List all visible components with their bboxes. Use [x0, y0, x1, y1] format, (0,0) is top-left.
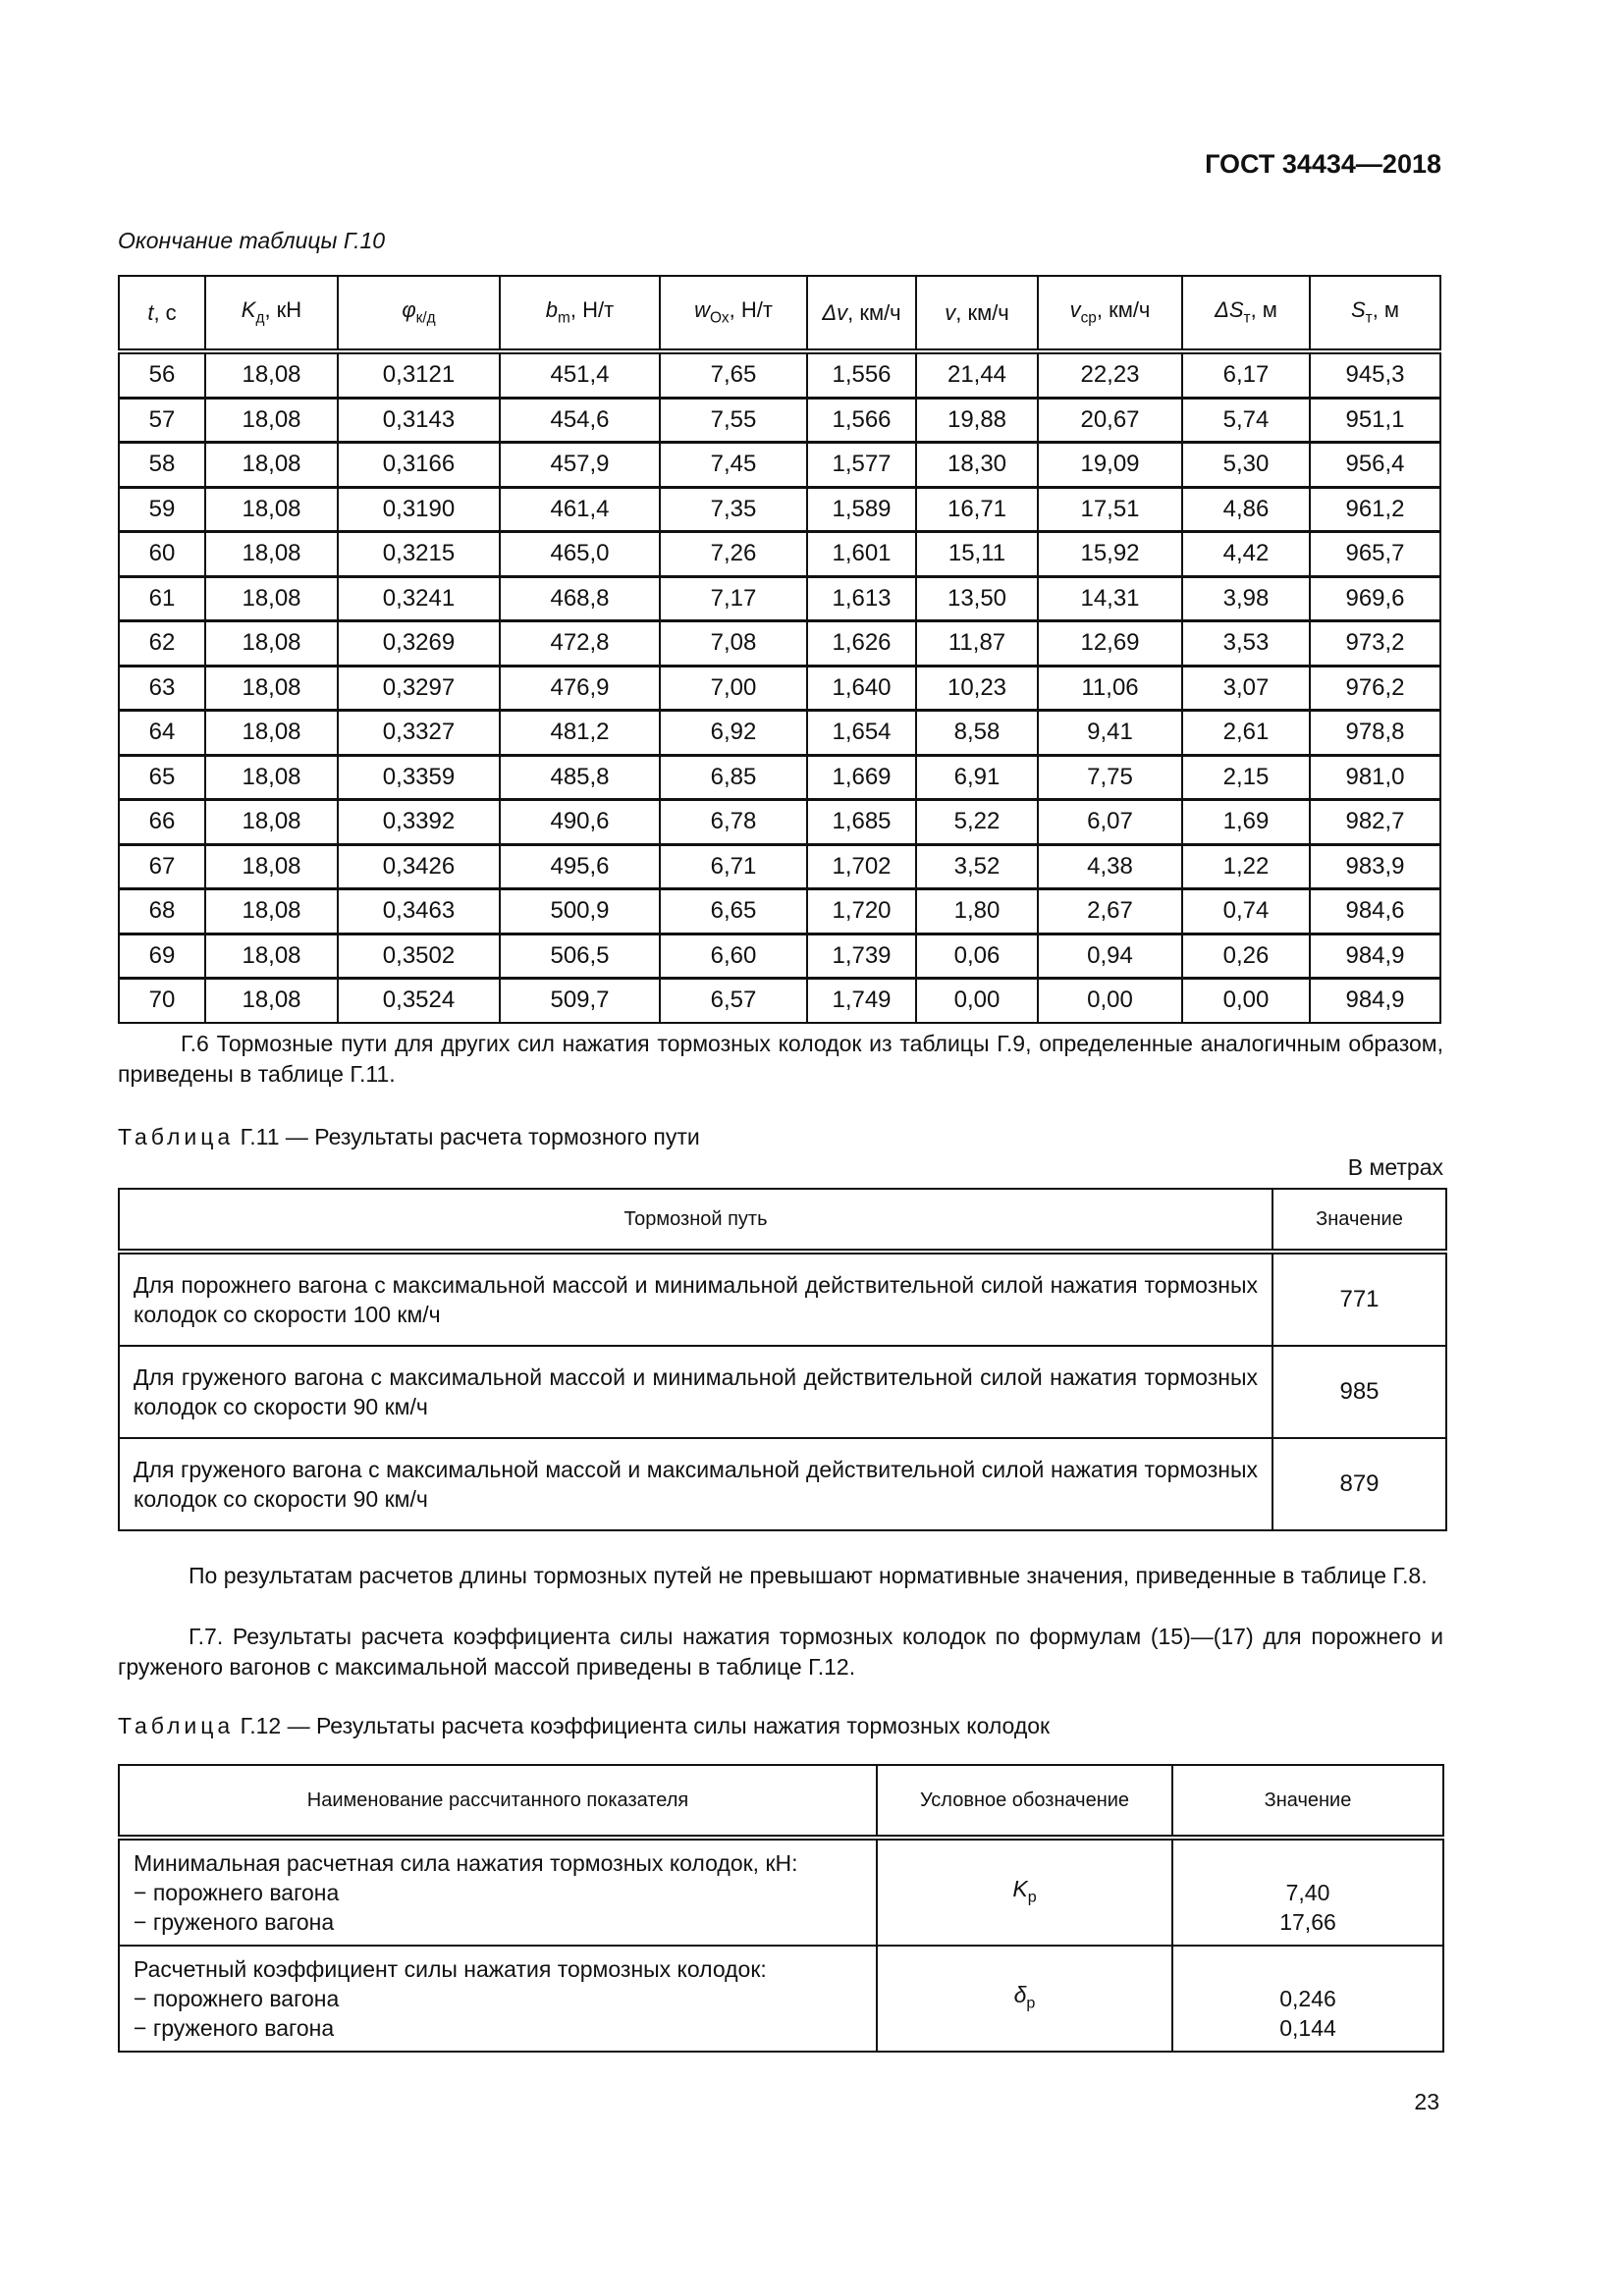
table-cell: 7,17 — [660, 576, 807, 621]
table-cell: 11,06 — [1038, 666, 1182, 711]
table-cell: 1,749 — [807, 979, 916, 1023]
table-cell: 0,3143 — [338, 398, 500, 443]
table-cell: 65 — [119, 755, 205, 800]
table-cell: 60 — [119, 532, 205, 577]
table-cell: 500,9 — [500, 889, 660, 934]
header-symbol: Условное обозначение — [877, 1765, 1172, 1838]
table-cell: 59 — [119, 487, 205, 532]
table-cell: 1,702 — [807, 844, 916, 889]
column-unit: , Н/т — [729, 297, 773, 323]
table-cell: 461,4 — [500, 487, 660, 532]
table-cell: 1,589 — [807, 487, 916, 532]
indicator-line: Расчетный коэффициент силы нажатия тормозных колодок: — [134, 1956, 767, 1982]
table-cell: 18,08 — [205, 755, 338, 800]
table-cell: 961,2 — [1310, 487, 1440, 532]
symbol: δ — [1013, 1981, 1027, 2007]
column-symbol: t — [147, 299, 154, 325]
table-cell: 1,739 — [807, 934, 916, 979]
table-cell: 0,94 — [1038, 934, 1182, 979]
table-cell: 6,17 — [1182, 351, 1310, 398]
column-header — [807, 276, 916, 351]
table-cell: 945,3 — [1310, 351, 1440, 398]
table-cell: 63 — [119, 666, 205, 711]
table-cell: 6,92 — [660, 711, 807, 756]
table-cell: 4,38 — [1038, 844, 1182, 889]
table-cell: 0,3327 — [338, 711, 500, 756]
table-row — [119, 666, 1440, 711]
table-cell: 6,85 — [660, 755, 807, 800]
column-subscript: Ox — [709, 309, 730, 327]
table-row — [119, 1252, 1446, 1346]
header-value: Значение — [1172, 1765, 1443, 1838]
table-cell: 18,08 — [205, 889, 338, 934]
table-cell: 13,50 — [916, 576, 1038, 621]
table-cell: 0,3121 — [338, 351, 500, 398]
column-subscript: д — [255, 309, 265, 327]
table-row — [119, 844, 1440, 889]
table-cell: 481,2 — [500, 711, 660, 756]
table-cell: 0,74 — [1182, 889, 1310, 934]
table11-caption — [118, 1124, 700, 1150]
column-unit: , кН — [264, 297, 302, 323]
table-cell: 965,7 — [1310, 532, 1440, 577]
table-row — [119, 1946, 1443, 2052]
value-loaded: 17,66 — [1279, 1909, 1336, 1935]
column-header — [500, 276, 660, 351]
table-cell: 7,00 — [660, 666, 807, 711]
table-cell: 976,2 — [1310, 666, 1440, 711]
column-header — [205, 276, 338, 351]
table-cell: 18,08 — [205, 576, 338, 621]
header-value: Значение — [1272, 1189, 1446, 1252]
distance-value: 771 — [1272, 1252, 1446, 1346]
table-cell: 0,3524 — [338, 979, 500, 1023]
table-cell: 509,7 — [500, 979, 660, 1023]
caption-label: Таблица — [118, 1124, 235, 1149]
page-number: 23 — [1414, 2089, 1439, 2114]
table-cell: 0,3241 — [338, 576, 500, 621]
value-empty: 0,246 — [1279, 1986, 1336, 2011]
table-row — [119, 443, 1440, 488]
table-row — [119, 1346, 1446, 1438]
column-header — [1182, 276, 1310, 351]
table-cell: 1,654 — [807, 711, 916, 756]
table-cell: 5,22 — [916, 800, 1038, 845]
table-cell: 64 — [119, 711, 205, 756]
table-cell: 19,88 — [916, 398, 1038, 443]
table-cell: 1,80 — [916, 889, 1038, 934]
column-symbol: ΔS — [1215, 297, 1244, 323]
table-cell: 6,78 — [660, 800, 807, 845]
table-cell: 2,61 — [1182, 711, 1310, 756]
header-indicator-name: Наименование рассчитанного показателя — [119, 1765, 877, 1838]
paragraph-result: По результатам расчетов длины тормозных путей не превышают нормативные значения, приведенные в таблице Г.8. — [189, 1563, 1428, 1588]
table-cell: 0,3463 — [338, 889, 500, 934]
table-cell: 14,31 — [1038, 576, 1182, 621]
column-unit: , км/ч — [1096, 297, 1151, 323]
standard-number: ГОСТ 34434—2018 — [1205, 149, 1441, 179]
table10-caption: Окончание таблицы Г.10 — [118, 228, 386, 253]
table-row — [119, 576, 1440, 621]
distance-value: 985 — [1272, 1346, 1446, 1438]
header-braking-distance: Тормозной путь — [119, 1189, 1272, 1252]
table-row — [119, 934, 1440, 979]
column-header — [338, 276, 500, 351]
table-cell: 984,9 — [1310, 979, 1440, 1023]
table-cell: 506,5 — [500, 934, 660, 979]
table-cell: 15,11 — [916, 532, 1038, 577]
column-unit: , м — [1372, 297, 1400, 323]
value-loaded: 0,144 — [1279, 2015, 1336, 2041]
table-cell: 68 — [119, 889, 205, 934]
column-symbol: v — [945, 299, 956, 325]
column-symbol: b — [545, 297, 559, 323]
column-subscript: т — [1365, 309, 1373, 327]
indicator-line: − порожнего вагона — [134, 1880, 340, 1905]
caption-label: Таблица — [118, 1713, 235, 1738]
table-cell: 2,15 — [1182, 755, 1310, 800]
table-cell: 0,00 — [1038, 979, 1182, 1023]
table-cell: 1,601 — [807, 532, 916, 577]
table-row — [119, 979, 1440, 1023]
table-cell: 3,52 — [916, 844, 1038, 889]
paragraph-g6: Г.6 Тормозные пути для других сил нажатия тормозных колодок из таблицы Г.9, определенные аналогичным образом, приведены в таблице Г.11. — [118, 1031, 1443, 1087]
table-cell: 58 — [119, 443, 205, 488]
table-cell: 978,8 — [1310, 711, 1440, 756]
column-symbol: v — [1069, 297, 1081, 323]
column-symbol: Δv — [822, 299, 848, 325]
column-subscript: ср — [1080, 309, 1097, 327]
table-cell: 951,1 — [1310, 398, 1440, 443]
symbol: K — [1012, 1875, 1028, 1901]
table-cell: 15,92 — [1038, 532, 1182, 577]
table-cell: 12,69 — [1038, 621, 1182, 667]
table-cell: 457,9 — [500, 443, 660, 488]
column-symbol: S — [1350, 297, 1366, 323]
table-cell: 6,91 — [916, 755, 1038, 800]
table-cell: 982,7 — [1310, 800, 1440, 845]
table-cell: 7,45 — [660, 443, 807, 488]
table-g10 — [118, 275, 1441, 1024]
table-cell: 7,75 — [1038, 755, 1182, 800]
paragraph-g7: Г.7. Результаты расчета коэффициента силы нажатия тормозных колодок по формулам (15)—(17) для порожнего и груженого вагонов с максимальной массой приведены в таблице Г.12. — [118, 1624, 1443, 1680]
table-cell: 10,23 — [916, 666, 1038, 711]
table-cell: 1,720 — [807, 889, 916, 934]
table-cell: 18,08 — [205, 979, 338, 1023]
table-cell: 11,87 — [916, 621, 1038, 667]
table-cell: 18,08 — [205, 844, 338, 889]
table-row — [119, 532, 1440, 577]
table-cell: 983,9 — [1310, 844, 1440, 889]
table-cell: 0,3215 — [338, 532, 500, 577]
table-cell: 1,626 — [807, 621, 916, 667]
table-cell: 69 — [119, 934, 205, 979]
table-cell: 7,26 — [660, 532, 807, 577]
table-cell: 18,08 — [205, 443, 338, 488]
column-symbol: φ — [402, 297, 416, 323]
caption-text: Г.11 — Результаты расчета тормозного пути — [240, 1124, 700, 1149]
table-cell: 7,65 — [660, 351, 807, 398]
table-cell: 0,3269 — [338, 621, 500, 667]
table-cell: 1,22 — [1182, 844, 1310, 889]
column-subscript: к/д — [415, 309, 436, 327]
table-cell: 6,65 — [660, 889, 807, 934]
table-g12 — [118, 1764, 1444, 2053]
units-note: В метрах — [1347, 1154, 1443, 1180]
table-cell: 20,67 — [1038, 398, 1182, 443]
table-cell: 1,566 — [807, 398, 916, 443]
column-unit: , км/ч — [955, 299, 1009, 325]
column-symbol: K — [241, 297, 256, 323]
table-cell: 0,3166 — [338, 443, 500, 488]
indicator-line: Минимальная расчетная сила нажатия тормозных колодок, кН: — [134, 1850, 798, 1876]
table-cell: 485,8 — [500, 755, 660, 800]
table12-caption — [118, 1713, 1050, 1739]
table-cell: 984,6 — [1310, 889, 1440, 934]
table-cell: 3,98 — [1182, 576, 1310, 621]
indicator-name — [119, 1838, 877, 1946]
table-cell: 0,00 — [1182, 979, 1310, 1023]
column-header — [916, 276, 1038, 351]
column-unit: , м — [1250, 297, 1277, 323]
column-symbol: w — [694, 297, 710, 323]
table-cell: 18,08 — [205, 666, 338, 711]
table-cell: 4,42 — [1182, 532, 1310, 577]
table-cell: 7,35 — [660, 487, 807, 532]
table-cell: 973,2 — [1310, 621, 1440, 667]
table-cell: 18,08 — [205, 532, 338, 577]
table-cell: 0,3392 — [338, 800, 500, 845]
table-cell: 476,9 — [500, 666, 660, 711]
table-cell: 0,3359 — [338, 755, 500, 800]
table-cell: 6,07 — [1038, 800, 1182, 845]
table-cell: 7,08 — [660, 621, 807, 667]
value-empty: 7,40 — [1285, 1880, 1330, 1905]
table-cell: 5,30 — [1182, 443, 1310, 488]
distance-value: 879 — [1272, 1438, 1446, 1530]
table-cell: 6,60 — [660, 934, 807, 979]
table-cell: 62 — [119, 621, 205, 667]
table-cell: 9,41 — [1038, 711, 1182, 756]
table-cell: 454,6 — [500, 398, 660, 443]
table-cell: 2,67 — [1038, 889, 1182, 934]
table-cell: 984,9 — [1310, 934, 1440, 979]
indicator-symbol — [877, 1838, 1172, 1946]
table-cell: 21,44 — [916, 351, 1038, 398]
table-cell: 70 — [119, 979, 205, 1023]
table-cell: 19,09 — [1038, 443, 1182, 488]
table-cell: 56 — [119, 351, 205, 398]
table-cell: 8,58 — [916, 711, 1038, 756]
table-cell: 57 — [119, 398, 205, 443]
table-cell: 18,08 — [205, 800, 338, 845]
table-cell: 0,06 — [916, 934, 1038, 979]
table-cell: 1,577 — [807, 443, 916, 488]
table-cell: 61 — [119, 576, 205, 621]
table-cell: 465,0 — [500, 532, 660, 577]
distance-description: Для груженого вагона с максимальной массой и минимальной действительной силой нажатия тормозных колодок со скорости 90 км/ч — [119, 1346, 1272, 1438]
table-cell: 18,08 — [205, 621, 338, 667]
table-cell: 18,08 — [205, 351, 338, 398]
table-cell: 3,53 — [1182, 621, 1310, 667]
indicator-line: − груженого вагона — [134, 1909, 335, 1935]
table-cell: 0,3426 — [338, 844, 500, 889]
table-cell: 969,6 — [1310, 576, 1440, 621]
table-row — [119, 487, 1440, 532]
column-subscript: т — [1243, 309, 1251, 327]
table-cell: 67 — [119, 844, 205, 889]
table-cell: 956,4 — [1310, 443, 1440, 488]
table-row — [119, 889, 1440, 934]
table-g11 — [118, 1188, 1447, 1531]
table-cell: 18,08 — [205, 398, 338, 443]
column-header — [1038, 276, 1182, 351]
table-cell: 7,55 — [660, 398, 807, 443]
table-row — [119, 398, 1440, 443]
column-unit: , с — [153, 299, 177, 325]
distance-description: Для порожнего вагона с максимальной массой и минимальной действительной силой нажатия тормозных колодок со скорости 100 км/ч — [119, 1252, 1272, 1346]
table-cell: 18,08 — [205, 711, 338, 756]
table-cell: 472,8 — [500, 621, 660, 667]
indicator-values — [1172, 1838, 1443, 1946]
indicator-line: − груженого вагона — [134, 2015, 335, 2041]
table-cell: 981,0 — [1310, 755, 1440, 800]
table-cell: 0,3297 — [338, 666, 500, 711]
table-cell: 18,08 — [205, 934, 338, 979]
column-header — [119, 276, 205, 351]
column-unit: , км/ч — [847, 299, 901, 325]
column-subscript: m — [558, 309, 570, 327]
table-cell: 18,08 — [205, 487, 338, 532]
table-row — [119, 1838, 1443, 1946]
table-cell: 5,74 — [1182, 398, 1310, 443]
table-cell: 468,8 — [500, 576, 660, 621]
table-cell: 6,57 — [660, 979, 807, 1023]
table-row — [119, 800, 1440, 845]
table-cell: 6,71 — [660, 844, 807, 889]
indicator-line: − порожнего вагона — [134, 1986, 340, 2011]
column-header — [1310, 276, 1440, 351]
table-cell: 1,556 — [807, 351, 916, 398]
table-cell: 1,69 — [1182, 800, 1310, 845]
table-cell: 490,6 — [500, 800, 660, 845]
table-cell: 1,685 — [807, 800, 916, 845]
symbol-subscript: р — [1026, 1994, 1036, 2012]
indicator-name — [119, 1946, 877, 2052]
table-row — [119, 351, 1440, 398]
table-cell: 18,30 — [916, 443, 1038, 488]
indicator-symbol — [877, 1946, 1172, 2052]
table-cell: 3,07 — [1182, 666, 1310, 711]
symbol-subscript: р — [1027, 1888, 1037, 1906]
table-row — [119, 1438, 1446, 1530]
table-cell: 451,4 — [500, 351, 660, 398]
table-row — [119, 621, 1440, 667]
column-header — [660, 276, 807, 351]
table-row — [119, 755, 1440, 800]
caption-text: Г.12 — Результаты расчета коэффициента силы нажатия тормозных колодок — [240, 1713, 1051, 1738]
indicator-values — [1172, 1946, 1443, 2052]
table-cell: 17,51 — [1038, 487, 1182, 532]
table-cell: 1,640 — [807, 666, 916, 711]
table-cell: 495,6 — [500, 844, 660, 889]
table-row — [119, 711, 1440, 756]
column-unit: , Н/т — [569, 297, 615, 323]
table-cell: 0,26 — [1182, 934, 1310, 979]
table-cell: 0,3190 — [338, 487, 500, 532]
table-cell: 4,86 — [1182, 487, 1310, 532]
table-cell: 1,669 — [807, 755, 916, 800]
table-cell: 0,3502 — [338, 934, 500, 979]
table-cell: 22,23 — [1038, 351, 1182, 398]
distance-description: Для груженого вагона с максимальной массой и максимальной действительной силой нажатия тормозных колодок со скорости 90 км/ч — [119, 1438, 1272, 1530]
table-cell: 1,613 — [807, 576, 916, 621]
table-cell: 66 — [119, 800, 205, 845]
table-cell: 0,00 — [916, 979, 1038, 1023]
table-cell: 16,71 — [916, 487, 1038, 532]
